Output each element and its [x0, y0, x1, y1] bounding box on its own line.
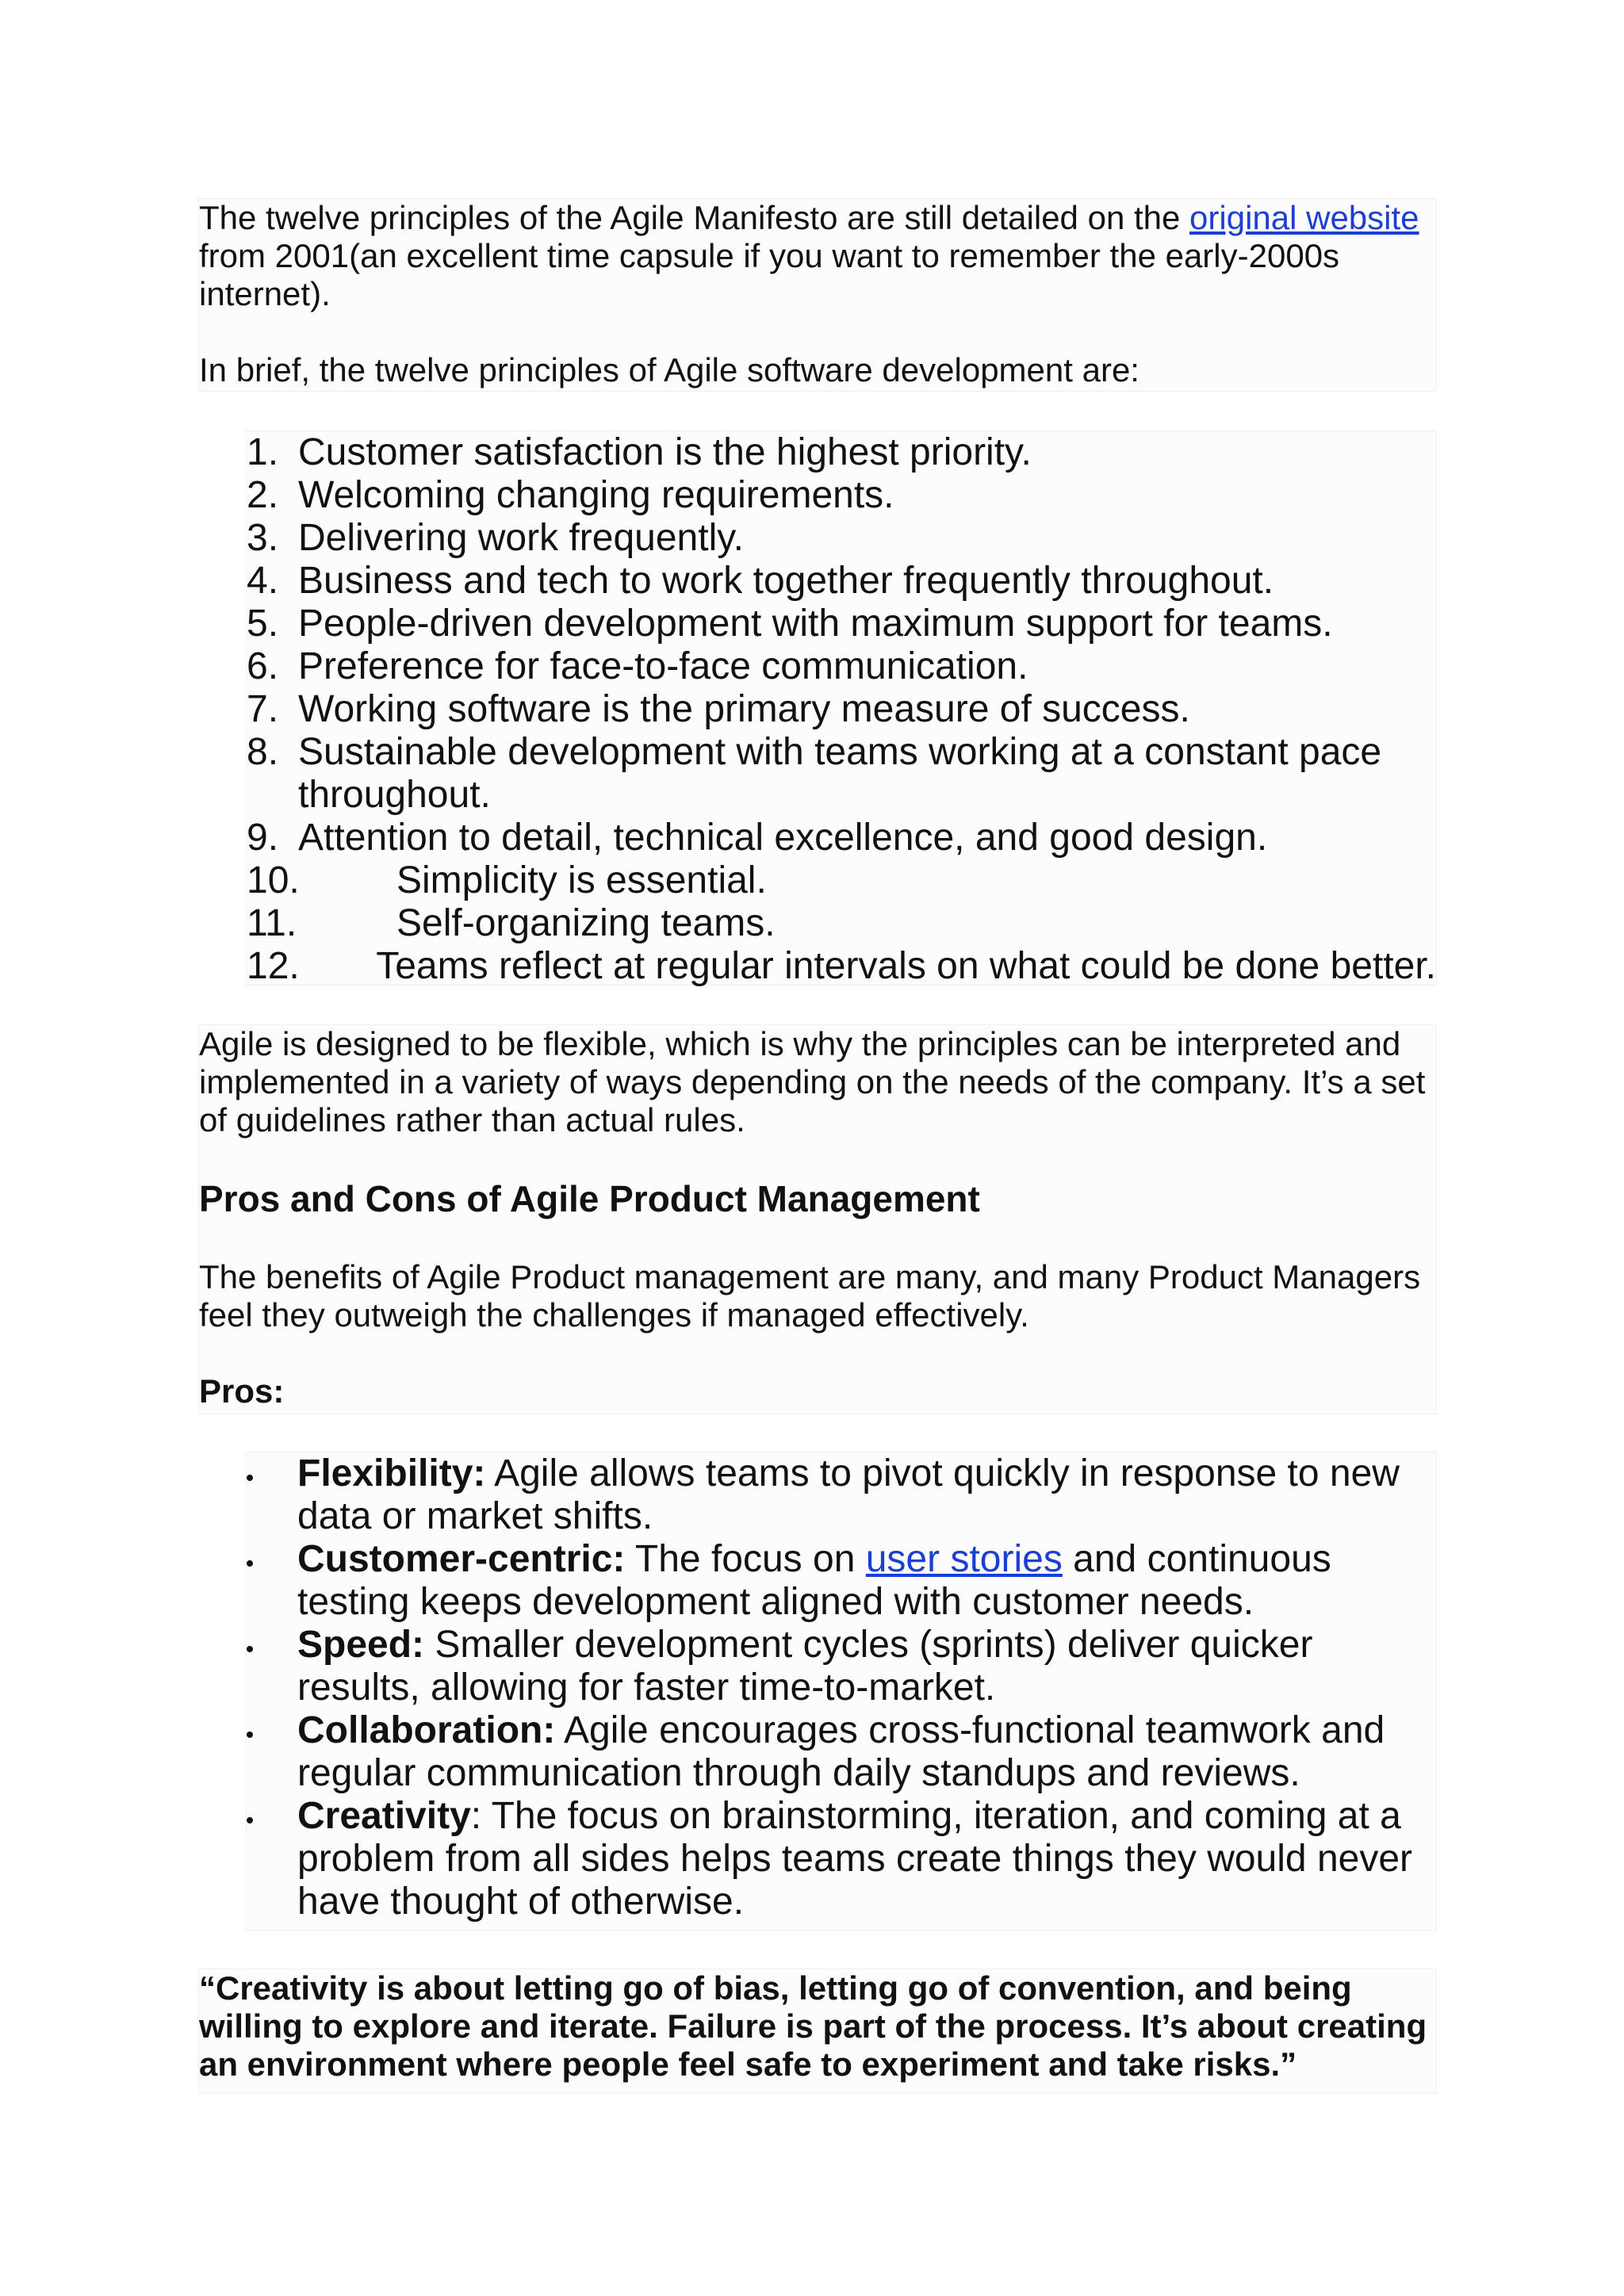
principles-intro: In brief, the twelve principles of Agile software development are:	[199, 351, 1139, 388]
list-item: Customer-centric: The focus on user stories and continuous testing keeps development aligned with customer needs.	[247, 1538, 1436, 1624]
user-stories-link[interactable]: user stories	[865, 1538, 1063, 1580]
bullet-icon	[247, 1646, 253, 1652]
list-item: 5. People-driven development with maximum support for teams.	[247, 603, 1333, 645]
pros-list	[247, 1452, 1436, 1923]
original-website-link[interactable]: original website	[1189, 199, 1419, 236]
list-item: 12. Teams reflect at regular intervals on what could be done better.	[247, 945, 1436, 987]
list-item: 6. Preference for face-to-face communication.	[247, 645, 1028, 687]
quote-block	[198, 1969, 1437, 2094]
bullet-icon	[247, 1560, 253, 1567]
list-item: 8. Sustainable development with teams working at a constant pace throughout.	[247, 731, 1382, 816]
intro-block	[198, 198, 1437, 392]
list-item: 3. Delivering work frequently.	[247, 517, 745, 559]
quote-text: “Creativity is about letting go of bias, letting go of convention, and being willing to explore and iterate. Failure is part of the process. It’s about creating an environment where people feel safe to experiment and take risks.”	[199, 1969, 1427, 2083]
list-item: 1. Customer satisfaction is the highest priority.	[247, 431, 1032, 473]
list-item: Flexibility: Agile allows teams to pivot quickly in response to new data or market shifts.	[247, 1452, 1436, 1538]
list-item: 4. Business and tech to work together frequently throughout.	[247, 560, 1274, 602]
principles-list-block	[246, 430, 1437, 985]
section-heading: Pros and Cons of Agile Product Management	[199, 1178, 980, 1219]
principles-list	[247, 431, 1436, 988]
pros-list-block	[246, 1452, 1437, 1931]
list-item: 11. Self-organizing teams.	[247, 902, 776, 944]
list-item: 10. Simplicity is essential.	[247, 859, 767, 901]
pros-cons-section	[198, 1024, 1437, 1414]
intro-paragraph: The twelve principles of the Agile Manifesto are still detailed on the original website from 2001(an excellent time capsule if you want to remember the early-2000s internet).	[199, 199, 1419, 312]
bullet-icon	[247, 1732, 253, 1738]
bullet-icon	[247, 1817, 253, 1823]
list-item: Speed: Smaller development cycles (sprints) deliver quicker results, allowing for faster time-to-market.	[247, 1624, 1436, 1709]
list-item: 9. Attention to detail, technical excellence, and good design.	[247, 817, 1268, 859]
list-item: 2. Welcoming changing requirements.	[247, 474, 894, 516]
flexibility-paragraph: Agile is designed to be flexible, which is why the principles can be interpreted and implemented in a variety of ways depending on the needs of the company. It’s a set of guidelines rather than actual rules.	[199, 1025, 1426, 1138]
list-item: Creativity: The focus on brainstorming, iteration, and coming at a problem from all sides helps teams create things they would never have thought of otherwise.	[247, 1795, 1436, 1923]
list-item: Collaboration: Agile encourages cross-functional teamwork and regular communication through daily standups and reviews.	[247, 1709, 1436, 1795]
pros-label: Pros:	[199, 1372, 285, 1410]
list-item: 7. Working software is the primary measure of success.	[247, 688, 1190, 730]
bullet-icon	[247, 1475, 253, 1481]
benefits-paragraph: The benefits of Agile Product management are many, and many Product Managers feel they outweigh the challenges if managed effectively.	[199, 1258, 1421, 1334]
